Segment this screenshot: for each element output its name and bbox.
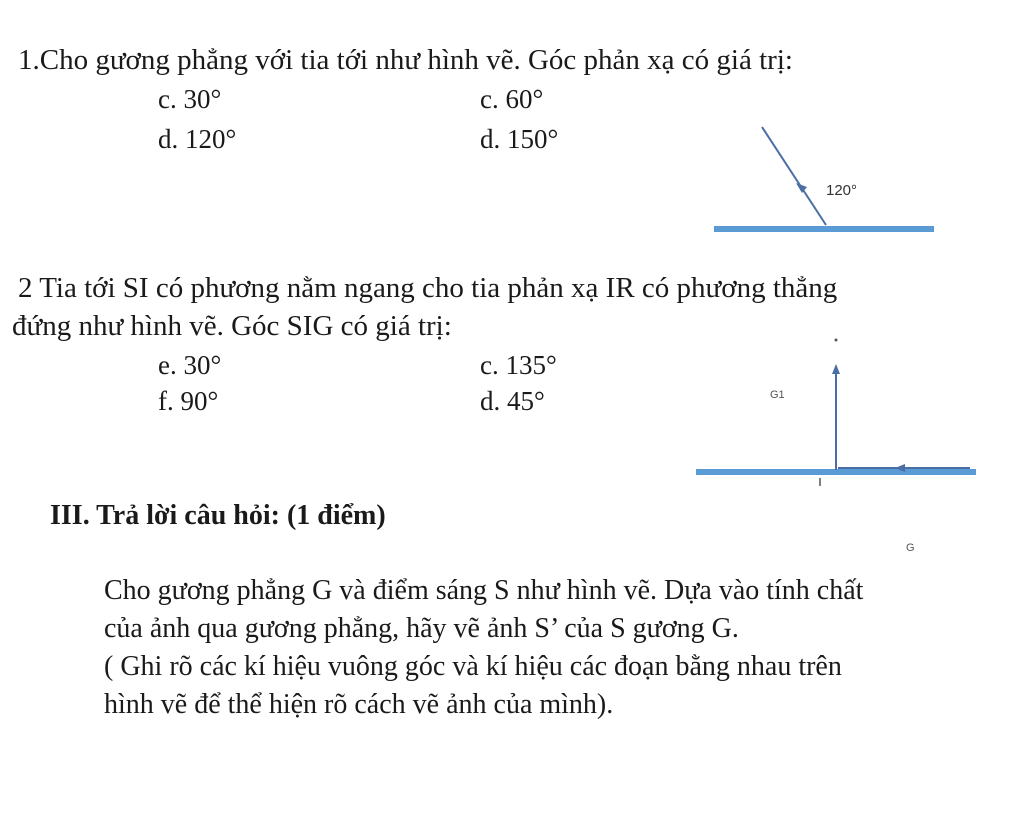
q2-point-r bbox=[835, 339, 838, 342]
section-3-line-3: ( Ghi rõ các kí hiệu vuông góc và kí hiệu các đoạn bằng nhau trên bbox=[104, 651, 842, 682]
q2-option-d-45: d. 45° bbox=[480, 386, 545, 416]
point-g-label: G bbox=[906, 542, 915, 554]
question-2-line-1: 2 Tia tới SI có phương nằm ngang cho tia phản xạ IR có phương thẳng bbox=[18, 272, 838, 304]
q1-ray-arrow bbox=[796, 183, 807, 193]
q1-option-c-60: c. 60° bbox=[480, 84, 544, 114]
section-3-line-1: Cho gương phẳng G và điểm sáng S như hình vẽ. Dựa vào tính chất bbox=[104, 575, 864, 606]
q1-option-d-120: d. 120° bbox=[158, 124, 237, 154]
section-3-line-4: hình vẽ để thể hiện rõ cách vẽ ảnh của mình). bbox=[104, 689, 614, 720]
q1-option-c-30: c. 30° bbox=[158, 84, 222, 114]
q2-option-c-135: c. 135° bbox=[480, 350, 557, 380]
question-2-line-2: đứng như hình vẽ. Góc SIG có giá trị: bbox=[12, 310, 452, 342]
q2-reflected-arrow bbox=[832, 364, 840, 374]
q2-mirror-label: G1 bbox=[770, 389, 785, 401]
q1-mirror-diagram bbox=[700, 115, 950, 245]
q1-option-d-150: d. 150° bbox=[480, 124, 559, 154]
q1-angle-label: 120° bbox=[826, 182, 858, 199]
q2-option-e-30: e. 30° bbox=[158, 350, 222, 380]
section-3-line-2: của ảnh qua gương phẳng, hãy vẽ ảnh S’ của S gương G. bbox=[104, 613, 739, 644]
section-3-heading: III. Trả lời câu hỏi: (1 điểm) bbox=[50, 500, 386, 531]
q2-option-f-90: f. 90° bbox=[158, 386, 219, 416]
question-1-text: 1.Cho gương phẳng với tia tới như hình vẽ. Góc phản xạ có giá trị: bbox=[18, 44, 793, 76]
q1-incident-ray bbox=[762, 127, 826, 225]
q2-mirror-diagram bbox=[690, 328, 990, 493]
